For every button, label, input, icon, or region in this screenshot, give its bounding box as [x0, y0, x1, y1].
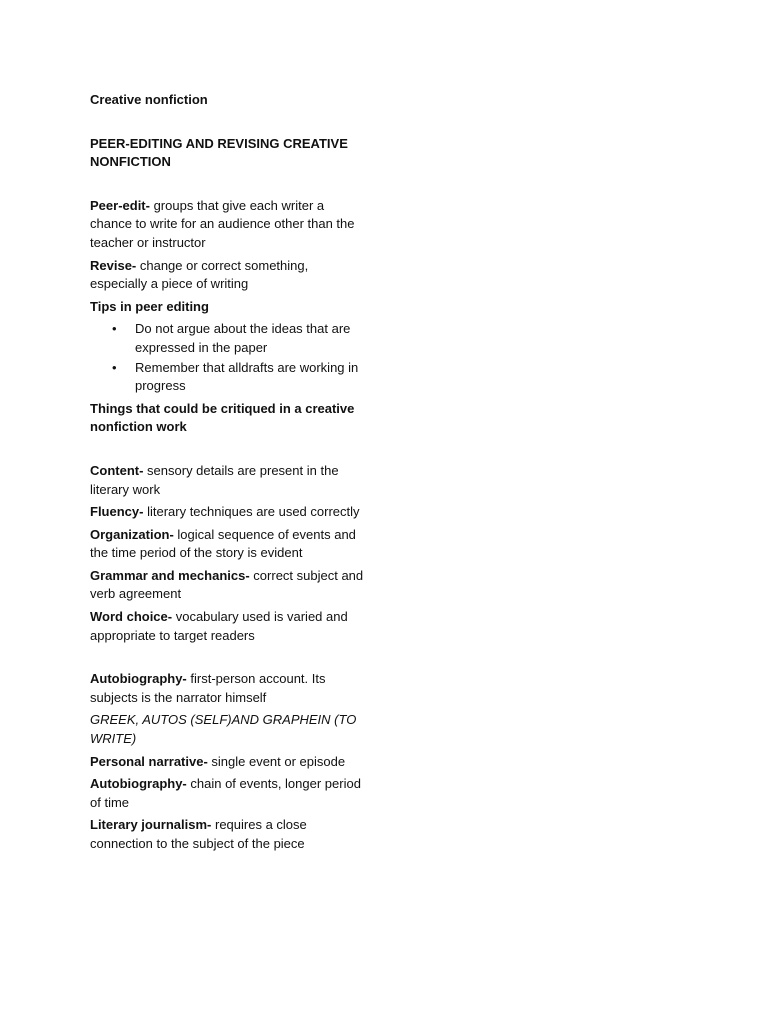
definition-text: groups that give each writer a chance to write for an audience other than the teacher or instructor [90, 197, 355, 250]
list-item [90, 320, 366, 357]
definition-literary-journalism [90, 816, 366, 853]
definition-text: logical sequence of events and the time period of the story is evident [90, 526, 356, 561]
definition-revise [90, 257, 366, 294]
list-item [90, 359, 366, 396]
definition-autobiography [90, 670, 366, 707]
definition-personal-narrative [90, 753, 366, 772]
critique-item-organization [90, 526, 366, 563]
definition-text: literary techniques are used correctly [143, 504, 360, 520]
bullet-icon: • [112, 359, 117, 375]
definition-text: first-person account. Its subjects is the narrator himself [90, 671, 326, 705]
definition-text: single event or episode [207, 753, 346, 769]
list-item-text: Do not argue about the ideas that are expressed in the paper [135, 321, 351, 355]
term: Revise- [90, 257, 137, 273]
tips-list [90, 320, 366, 395]
term: Personal narrative- [90, 753, 208, 769]
definition-text: change or correct something, especially a piece of writing [90, 257, 309, 292]
term: Literary journalism- [90, 817, 212, 833]
term: Peer-edit- [90, 197, 150, 213]
bullet-icon: • [112, 321, 117, 337]
term: Fluency- [90, 504, 144, 520]
term: Word choice- [90, 609, 173, 625]
document-page [90, 91, 366, 854]
term: Autobiography- [90, 671, 187, 687]
definition-text: requires a close connection to the subject of the piece [90, 817, 307, 851]
definition-text: chain of events, longer period of time [90, 776, 361, 810]
definition-peer-edit [90, 197, 366, 253]
term: Content- [90, 462, 144, 478]
etymology-note: GREEK, AUTOS (SELF)AND GRAPHEIN (TO WRITE) [90, 712, 357, 747]
critique-item-grammar [90, 567, 366, 604]
definition-text: vocabulary used is varied and appropriate to target readers [90, 609, 348, 643]
critique-heading: Things that could be critiqued in a creative nonfiction work [90, 400, 355, 435]
critique-item-word-choice [90, 608, 366, 645]
tips-heading: Tips in peer editing [90, 298, 209, 314]
document-title: Creative nonfiction [90, 92, 208, 107]
term: Grammar and mechanics- [90, 567, 250, 583]
term: Organization- [90, 526, 174, 542]
definition-autobiography-2 [90, 775, 366, 812]
section-heading: PEER-EDITING AND REVISING CREATIVE NONFICTION [90, 135, 348, 170]
list-item-text: Remember that alldrafts are working in progress [135, 359, 359, 394]
critique-item-content [90, 462, 366, 499]
term: Autobiography- [90, 776, 187, 792]
critique-item-fluency [90, 503, 366, 522]
definition-text: correct subject and verb agreement [90, 567, 364, 602]
definition-text: sensory details are present in the literary work [90, 462, 339, 497]
